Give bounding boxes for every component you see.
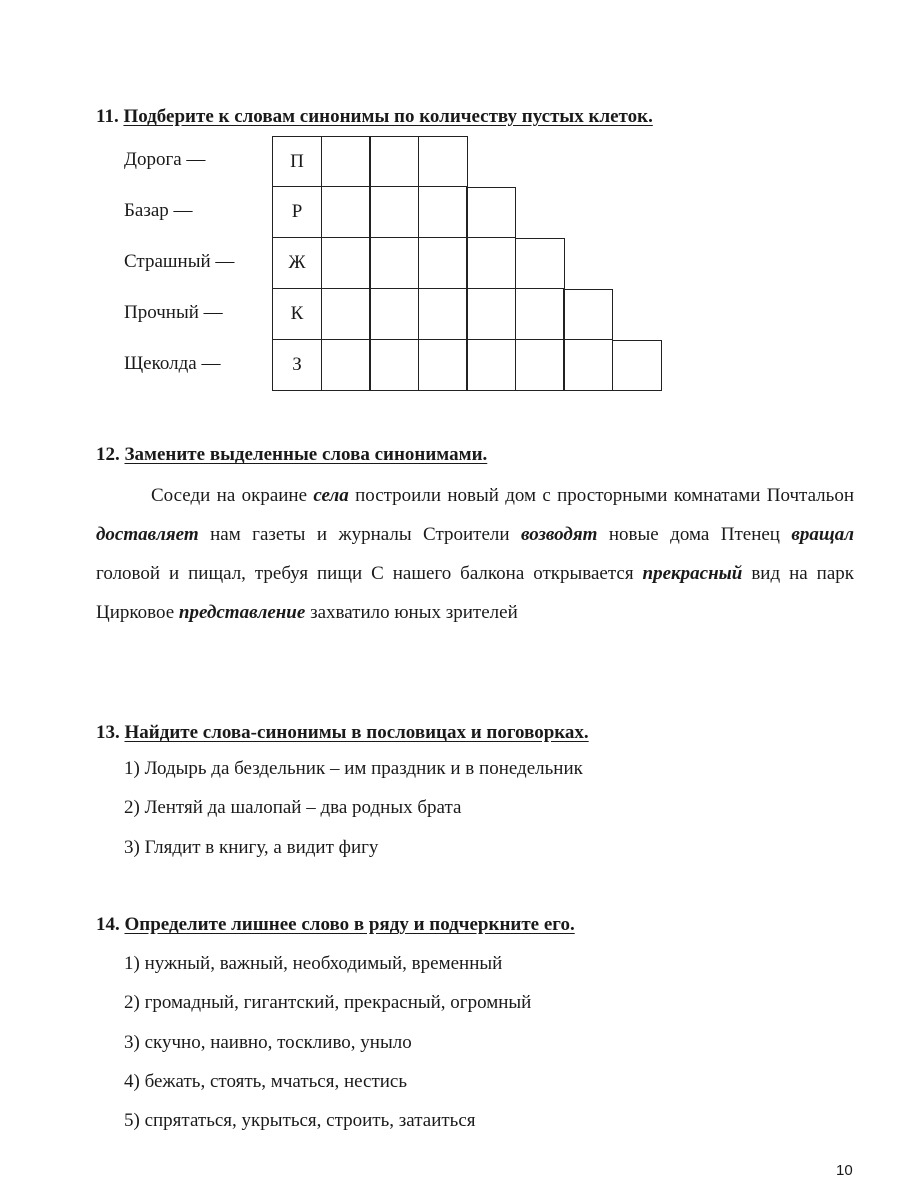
- grid-empty-cell[interactable]: [612, 340, 662, 391]
- task-12-number: 12.: [96, 444, 120, 465]
- grid-empty-cell[interactable]: [515, 340, 565, 391]
- grid-empty-cell[interactable]: [418, 238, 468, 289]
- task-14-item: 1) нужный, важный, необходимый, временный: [124, 953, 503, 974]
- grid-empty-cell[interactable]: [466, 187, 516, 238]
- task-14-title-text: Определите лишнее слово в ряду и подчеркните его.: [124, 914, 575, 935]
- grid-word-label: Щеколда —: [124, 353, 221, 374]
- grid-empty-cell[interactable]: [369, 136, 419, 187]
- grid-empty-cell[interactable]: [466, 289, 516, 340]
- task-14-title: [96, 914, 575, 936]
- grid-word-label: Базар —: [124, 200, 193, 221]
- grid-word-label: Страшный —: [124, 251, 235, 272]
- grid-empty-cell[interactable]: [515, 238, 565, 289]
- task-12-title-text: Замените выделенные слова синонимами.: [124, 444, 488, 465]
- task-12-title: [96, 444, 487, 466]
- task-12-paragraph: Соседи на окраине села построили новый дом с просторными комнатами Почтальон доставляет нам газеты и журналы Строители возводят новые дома Птенец вращал головой и пищал, требуя пищи С нашего балкона открывается прекрасный вид на парк Цирковое представление захватило юных зрителей: [96, 485, 854, 623]
- grid-empty-cell[interactable]: [321, 238, 371, 289]
- grid-first-letter-cell: П: [272, 136, 322, 187]
- grid-empty-cell[interactable]: [369, 238, 419, 289]
- grid-first-letter-cell: Ж: [272, 238, 322, 289]
- grid-row: [272, 136, 468, 187]
- grid-first-letter-cell: З: [272, 340, 322, 391]
- grid-row: [272, 340, 662, 391]
- grid-row: [272, 187, 516, 238]
- grid-first-letter-cell: К: [272, 289, 322, 340]
- grid-word-label: Дорога —: [124, 149, 206, 170]
- grid-empty-cell[interactable]: [369, 289, 419, 340]
- grid-empty-cell[interactable]: [369, 187, 419, 238]
- task-11-title: [96, 106, 653, 128]
- task-14-item: 3) скучно, наивно, тоскливо, уныло: [124, 1032, 412, 1053]
- grid-empty-cell[interactable]: [418, 289, 468, 340]
- grid-empty-cell[interactable]: [321, 340, 371, 391]
- task-14-item: 2) громадный, гигантский, прекрасный, огромный: [124, 992, 532, 1013]
- task-13-title: [96, 722, 589, 744]
- grid-row: [272, 289, 613, 340]
- task-13-title-text: Найдите слова-синонимы в пословицах и поговорках.: [124, 722, 589, 743]
- highlighted-word: села: [313, 485, 349, 506]
- grid-empty-cell[interactable]: [563, 340, 613, 391]
- task-14-item: 5) спрятаться, укрыться, строить, затаиться: [124, 1110, 476, 1131]
- grid-word-label: Прочный —: [124, 302, 223, 323]
- grid-row: [272, 238, 565, 289]
- task-14-item: 4) бежать, стоять, мчаться, нестись: [124, 1071, 408, 1092]
- task-11-number: 11.: [96, 106, 119, 127]
- task-13-number: 13.: [96, 722, 120, 743]
- grid-empty-cell[interactable]: [563, 289, 613, 340]
- task-11-title-text: Подберите к словам синонимы по количеству пустых клеток.: [123, 106, 653, 127]
- highlighted-word: вращал: [791, 524, 854, 545]
- grid-first-letter-cell: Р: [272, 187, 322, 238]
- grid-empty-cell[interactable]: [418, 340, 468, 391]
- grid-empty-cell[interactable]: [321, 136, 371, 187]
- task-13-item: 1) Лодырь да бездельник – им праздник и в понедельник: [124, 758, 583, 779]
- highlighted-word: возводят: [521, 524, 598, 545]
- grid-empty-cell[interactable]: [321, 289, 371, 340]
- highlighted-word: доставляет: [96, 524, 199, 545]
- task-13-item: 2) Лентяй да шалопай – два родных брата: [124, 797, 462, 818]
- grid-empty-cell[interactable]: [466, 340, 516, 391]
- task-13-item: 3) Глядит в книгу, а видит фигу: [124, 837, 379, 858]
- grid-empty-cell[interactable]: [369, 340, 419, 391]
- grid-empty-cell[interactable]: [466, 238, 516, 289]
- page-number: 10: [836, 1162, 853, 1179]
- grid-empty-cell[interactable]: [321, 187, 371, 238]
- grid-empty-cell[interactable]: [418, 187, 468, 238]
- grid-empty-cell[interactable]: [418, 136, 468, 187]
- task-14-number: 14.: [96, 914, 120, 935]
- highlighted-word: представление: [178, 602, 306, 623]
- grid-empty-cell[interactable]: [515, 289, 565, 340]
- highlighted-word: прекрасный: [642, 563, 743, 584]
